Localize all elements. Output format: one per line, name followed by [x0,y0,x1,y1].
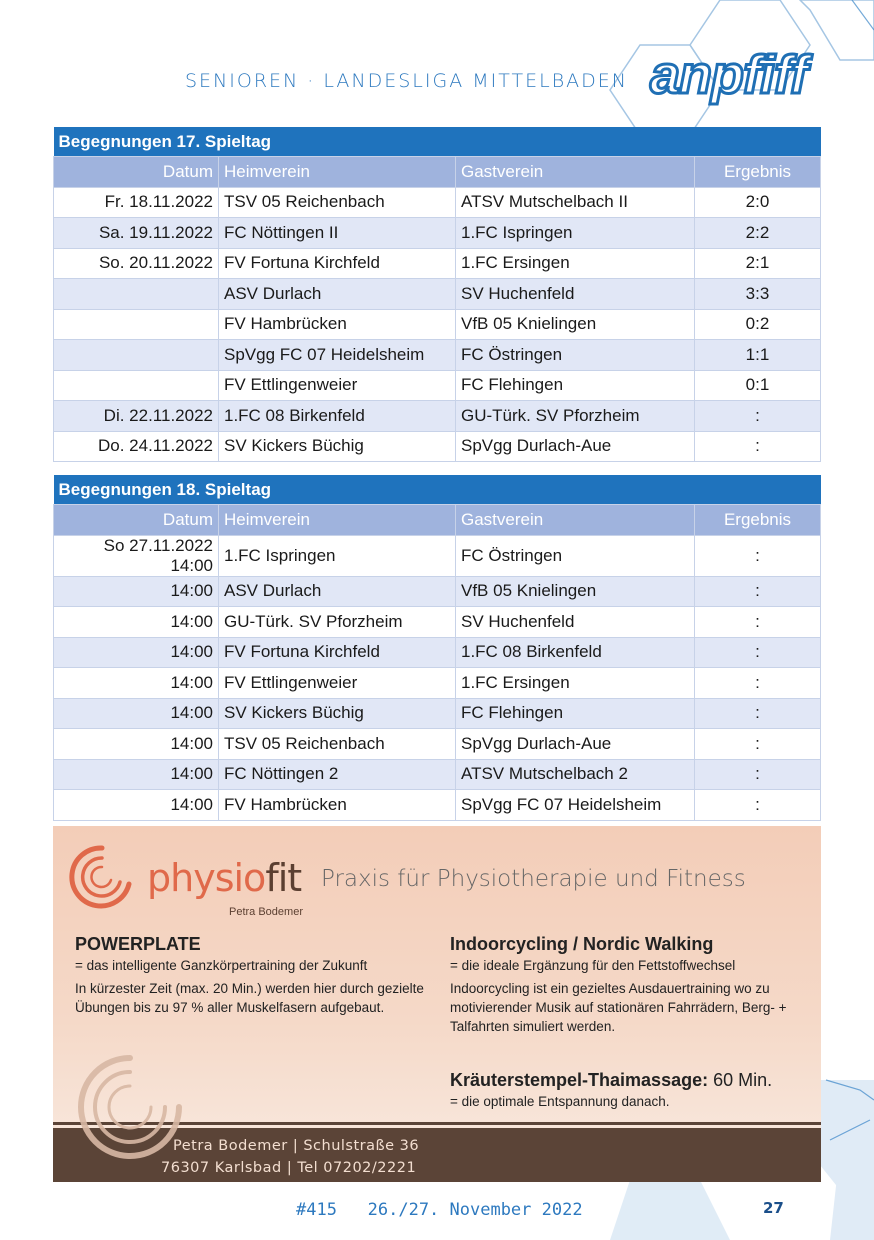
match-result: : [695,698,821,729]
col-header-date: Datum [54,505,219,536]
match-date: So 27.11.2022 14:00 [54,535,219,576]
section-title: SENIOREN · LANDESLIGA MITTELBADEN [184,70,628,92]
home-team: FV Ettlingenweier [219,370,456,401]
table-row [54,279,821,310]
match-result: : [695,535,821,576]
table-row [54,637,821,668]
match-date: Fr. 18.11.2022 [54,187,219,218]
match-date: 14:00 [54,668,219,699]
table-row [54,431,821,462]
table-row [54,729,821,760]
home-team: ASV Durlach [219,279,456,310]
match-result: : [695,759,821,790]
match-result: 2:2 [695,218,821,249]
guest-team: 1.FC 08 Birkenfeld [456,637,695,668]
match-result: : [695,729,821,760]
table-row [54,401,821,432]
col-header-guest: Gastverein [456,505,695,536]
match-result: : [695,607,821,638]
match-result: 3:3 [695,279,821,310]
home-team: FV Fortuna Kirchfeld [219,637,456,668]
brand-name-part2: fit [265,856,302,900]
powerplate-title: POWERPLATE [75,934,201,954]
match-date: 14:00 [54,729,219,760]
matchday-17-table [53,127,821,462]
guest-team: 1.FC Ersingen [456,668,695,699]
matchday-18-title: Begegnungen 18. Spieltag [54,475,821,505]
match-date: 14:00 [54,698,219,729]
match-result: : [695,637,821,668]
table-row [54,340,821,371]
guest-team: GU-Türk. SV Pforzheim [456,401,695,432]
guest-team: FC Flehingen [456,370,695,401]
home-team: 1.FC 08 Birkenfeld [219,401,456,432]
guest-team: FC Östringen [456,535,695,576]
col-header-home: Heimverein [219,157,456,188]
matchday-18-table [53,475,821,821]
match-date: 14:00 [54,637,219,668]
match-date [54,279,219,310]
table-row [54,218,821,249]
page-number: 27 [763,1199,784,1217]
match-date: So. 20.11.2022 [54,248,219,279]
guest-team: VfB 05 Knielingen [456,309,695,340]
matchday-17-title: Begegnungen 17. Spieltag [54,127,821,157]
table-row [54,535,821,576]
issue-info: #415 26./27. November 2022 [296,1200,583,1220]
brand-owner: Petra Bodemer [229,906,303,918]
match-result: 2:1 [695,248,821,279]
brand-name-part1: physio [147,856,266,900]
table-row [54,576,821,607]
powerplate-block [75,934,435,1017]
physiofit-advertisement [53,826,821,1182]
match-date [54,309,219,340]
powerplate-subtitle: = das intelligente Ganzkörpertraining der Zukunft [75,958,368,973]
table-row [54,248,821,279]
match-result: : [695,668,821,699]
guest-team: FC Östringen [456,340,695,371]
guest-team: SV Huchenfeld [456,607,695,638]
home-team: SV Kickers Büchig [219,698,456,729]
table-row [54,187,821,218]
match-date: Di. 22.11.2022 [54,401,219,432]
table-row [54,790,821,821]
home-team: 1.FC Ispringen [219,535,456,576]
massage-title: Kräuterstempel-Thaimassage: [450,1070,709,1090]
match-result: : [695,401,821,432]
guest-team: SpVgg Durlach-Aue [456,729,695,760]
home-team: FV Hambrücken [219,790,456,821]
indoorcycling-title: Indoorcycling / Nordic Walking [450,934,714,954]
home-team: FC Nöttingen II [219,218,456,249]
home-team: FV Hambrücken [219,309,456,340]
col-header-home: Heimverein [219,505,456,536]
guest-team: FC Flehingen [456,698,695,729]
match-date: Do. 24.11.2022 [54,431,219,462]
home-team: GU-Türk. SV Pforzheim [219,607,456,638]
massage-duration: 60 Min. [713,1070,773,1090]
col-header-guest: Gastverein [456,157,695,188]
guest-team: VfB 05 Knielingen [456,576,695,607]
match-date: 14:00 [54,759,219,790]
match-result: : [695,576,821,607]
brand-name [147,856,301,900]
guest-team: SpVgg FC 07 Heidelsheim [456,790,695,821]
spiral-watermark-icon [75,1052,185,1162]
match-result: : [695,431,821,462]
guest-team: 1.FC Ersingen [456,248,695,279]
col-header-date: Datum [54,157,219,188]
powerplate-text: In kürzester Zeit (max. 20 Min.) werden hier durch gezielte Übungen bis zu 97 % aller Muskelfasern aufgebaut. [75,981,424,1015]
indoorcycling-block [450,934,800,1036]
match-date: 14:00 [54,790,219,821]
indoorcycling-text: Indoorcycling ist ein gezieltes Ausdauertraining wo zu motivierender Musik auf stationären Fahrrädern, Berg- + Talfahrten simuliert werden. [450,981,787,1034]
match-date: 14:00 [54,607,219,638]
table-row [54,309,821,340]
table-row [54,370,821,401]
match-date [54,370,219,401]
address-line-2: 76307 Karlsbad | Tel 07202/2221 [161,1160,417,1176]
guest-team: 1.FC Ispringen [456,218,695,249]
home-team: FC Nöttingen 2 [219,759,456,790]
guest-team: ATSV Mutschelbach 2 [456,759,695,790]
match-result: 0:1 [695,370,821,401]
match-result: 1:1 [695,340,821,371]
col-header-result: Ergebnis [695,505,821,536]
match-date: Sa. 19.11.2022 [54,218,219,249]
ad-footer-bar [53,1128,821,1182]
table-row [54,759,821,790]
home-team: SpVgg FC 07 Heidelsheim [219,340,456,371]
table-row [54,698,821,729]
table-row [54,607,821,638]
match-date: 14:00 [54,576,219,607]
massage-subtitle: = die optimale Entspannung danach. [450,1094,670,1109]
guest-team: ATSV Mutschelbach II [456,187,695,218]
home-team: FV Fortuna Kirchfeld [219,248,456,279]
massage-block [450,1070,810,1115]
home-team: ASV Durlach [219,576,456,607]
address-line-1: Petra Bodemer | Schulstraße 36 [173,1138,420,1154]
ad-slogan: Praxis für Physiotherapie und Fitness [321,866,746,892]
home-team: SV Kickers Büchig [219,431,456,462]
spiral-icon [67,842,137,912]
table-row [54,668,821,699]
match-date [54,340,219,371]
match-result: 2:0 [695,187,821,218]
home-team: FV Ettlingenweier [219,668,456,699]
physiofit-logo [73,846,313,918]
home-team: TSV 05 Reichenbach [219,729,456,760]
col-header-result: Ergebnis [695,157,821,188]
home-team: TSV 05 Reichenbach [219,187,456,218]
guest-team: SpVgg Durlach-Aue [456,431,695,462]
match-result: 0:2 [695,309,821,340]
match-result: : [695,790,821,821]
indoorcycling-subtitle: = die ideale Ergänzung für den Fettstoffwechsel [450,958,736,973]
guest-team: SV Huchenfeld [456,279,695,310]
anpfiff-logo: anpfiff [650,45,807,105]
